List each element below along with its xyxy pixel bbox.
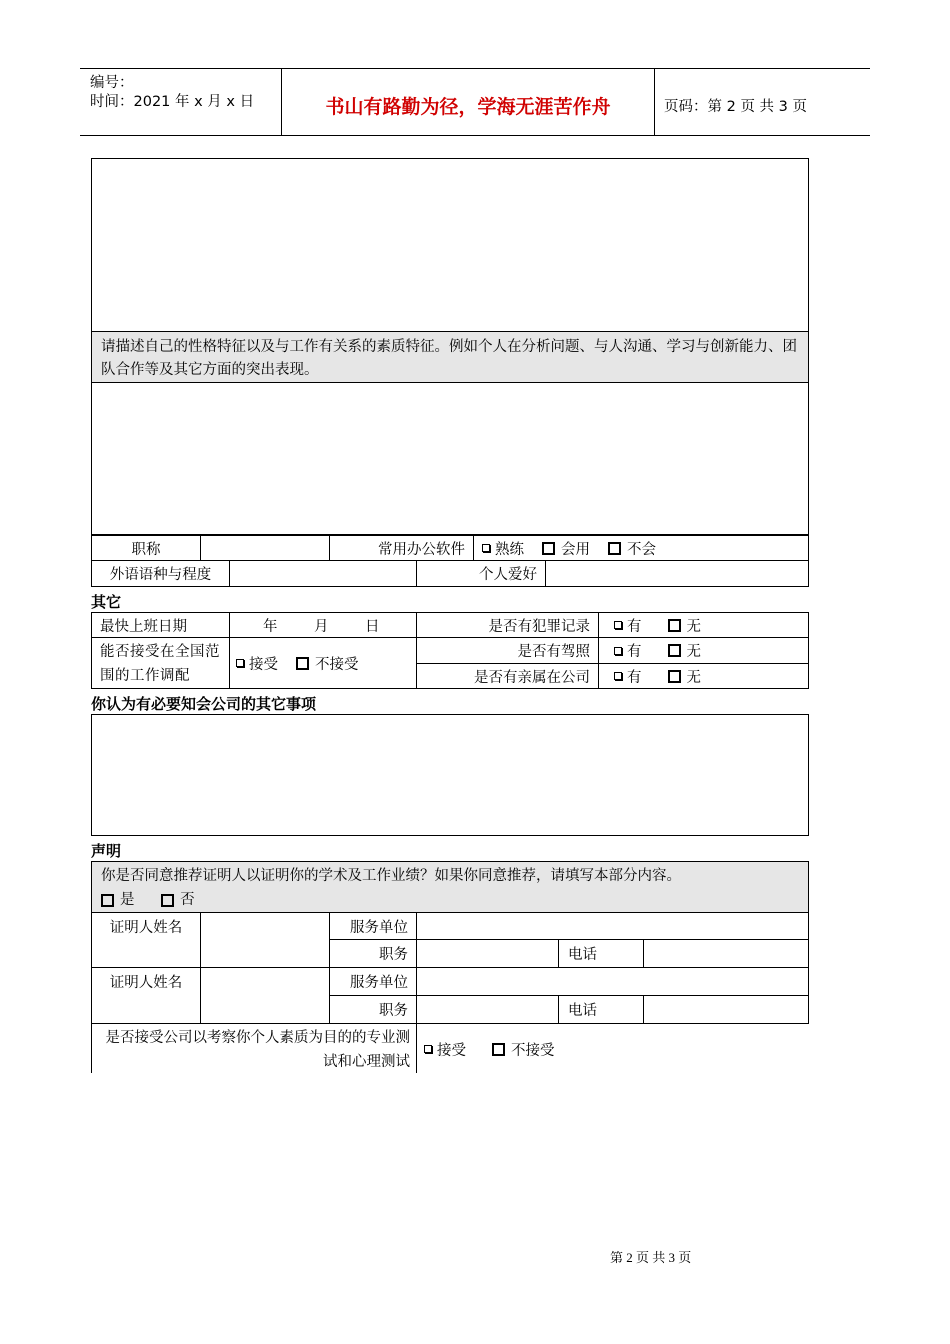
reference-2-phone-field[interactable] [644, 996, 808, 1023]
checkbox-icon [668, 644, 681, 657]
checkbox-icon [296, 657, 309, 670]
personality-prompt [91, 331, 809, 383]
test-acceptance-options [424, 1024, 808, 1074]
job-title-label [92, 536, 200, 560]
consent-option-no[interactable] [161, 888, 195, 912]
start-date-label-text: 最快上班日期 [100, 618, 187, 635]
relocation-label [100, 640, 228, 688]
option-label: 不接受 [315, 656, 359, 673]
hobby-field[interactable] [546, 561, 808, 586]
reference-1-name-label [92, 913, 200, 939]
option-label: 有 [627, 618, 642, 635]
date-month-label: 月 [314, 618, 329, 635]
criminal-option-yes[interactable] [614, 615, 642, 636]
reference-2-name-label [92, 968, 200, 995]
checkbox-icon [101, 894, 114, 907]
declaration-consent-options [101, 888, 799, 915]
reference-1-org-field[interactable] [417, 913, 808, 939]
drivers-license-label-text: 是否有驾照 [517, 644, 590, 660]
document-number-label: 编号： [90, 75, 134, 91]
reference-1-position-label [330, 940, 416, 967]
test-acceptance-label-text: 是否接受公司以考察你个人素质为目的的专业测试和心理测试 [105, 1030, 410, 1070]
test-option-accept[interactable] [424, 1039, 466, 1060]
checkbox-icon [161, 894, 174, 907]
reference-1-org-label [330, 913, 416, 939]
relocation-option-decline[interactable] [296, 653, 359, 674]
office-software-options [482, 536, 808, 560]
option-label: 不接受 [511, 1042, 555, 1059]
option-label: 接受 [249, 656, 278, 673]
test-option-decline[interactable] [492, 1039, 555, 1060]
option-label: 有 [627, 669, 642, 686]
option-label: 否 [180, 892, 195, 908]
software-option-basic[interactable] [542, 538, 590, 559]
option-label: 有 [627, 644, 642, 660]
reference-2-position-field[interactable] [417, 996, 558, 1023]
criminal-record-options [614, 613, 808, 637]
criminal-option-no[interactable] [668, 615, 702, 636]
ref-name-label-text: 证明人姓名 [109, 919, 183, 936]
start-date-field[interactable] [230, 613, 416, 637]
checkbox-icon [614, 672, 622, 680]
language-label-text: 外语语种与程度 [109, 567, 212, 583]
drivers-license-options [614, 638, 808, 663]
office-software-label [330, 536, 473, 560]
reference-1-position-field[interactable] [417, 940, 558, 967]
software-option-none[interactable] [608, 538, 656, 559]
hobby-label-text: 个人爱好 [479, 567, 537, 583]
relatives-label-text: 是否有亲属在公司 [474, 669, 590, 686]
job-title-label-text: 职称 [131, 541, 161, 558]
checkbox-icon [668, 619, 681, 632]
checkbox-icon [424, 1045, 432, 1053]
other-section-title: 其它 [91, 593, 122, 611]
declaration-question-row [91, 861, 809, 913]
checkbox-icon [236, 659, 244, 667]
language-label [92, 561, 229, 586]
criminal-record-label [417, 613, 598, 637]
notes-section-title: 你认为有必要知会公司的其它事项 [91, 695, 317, 713]
personality-prompt-text: 请描述自己的性格特征以及与工作有关系的素质特征。例如个人在分析问题、与人沟通、学习与创新能力、团队合作等及其它方面的突出表现。 [101, 339, 797, 378]
personality-answer-box[interactable] [91, 382, 809, 535]
date-year-label: 年 [263, 618, 278, 635]
ref-org-label-text: 服务单位 [350, 919, 408, 936]
ref-phone-label-text: 电话 [568, 947, 597, 963]
declaration-question: 你是否同意推荐证明人以证明你的学术及工作业绩？如果你同意推荐，请填写本部分内容。 [101, 868, 681, 884]
option-label: 无 [686, 644, 701, 660]
option-label: 接受 [437, 1042, 466, 1059]
reference-1-phone-field[interactable] [644, 940, 808, 967]
option-label: 会用 [561, 541, 590, 558]
checkbox-icon [614, 647, 622, 655]
software-option-proficient[interactable] [482, 538, 524, 559]
checkbox-icon [482, 544, 490, 552]
relocation-options [236, 638, 416, 688]
start-date-label [100, 613, 229, 637]
ref-position-label-text: 职务 [379, 947, 408, 963]
previous-answer-box[interactable] [91, 158, 809, 332]
reference-1-name-field[interactable] [201, 913, 329, 967]
checkbox-icon [668, 670, 681, 683]
relocation-label-text: 能否接受在全国范围的工作调配 [100, 644, 220, 684]
relatives-option-no[interactable] [668, 666, 702, 687]
reference-2-org-label [330, 968, 416, 995]
ref-org-label-text: 服务单位 [350, 975, 408, 991]
option-label: 无 [686, 669, 701, 686]
option-label: 熟练 [495, 541, 524, 558]
footer-page-number: 第 2 页 共 3 页 [610, 1250, 692, 1265]
option-label: 是 [120, 892, 135, 908]
ref-phone-label-text: 电话 [568, 1003, 597, 1019]
checkbox-icon [492, 1043, 505, 1056]
consent-option-yes[interactable] [101, 888, 135, 912]
relocation-option-accept[interactable] [236, 653, 278, 674]
header-motto: 书山有路勤为径，学海无涯苦作舟 [325, 96, 611, 118]
notes-answer-box[interactable] [91, 714, 809, 836]
relatives-options [614, 664, 808, 688]
checkbox-icon [542, 542, 555, 555]
option-label: 无 [686, 618, 701, 635]
checkbox-icon [614, 621, 622, 629]
header-page-number: 页码：第 2 页 共 3 页 [664, 99, 807, 115]
drivers-license-label [417, 638, 598, 663]
reference-1-phone-label [568, 940, 643, 967]
reference-2-org-field[interactable] [417, 968, 808, 995]
declaration-section-title: 声明 [91, 842, 122, 860]
checkbox-icon [608, 542, 621, 555]
reference-2-name-field[interactable] [201, 968, 329, 1023]
license-option-no[interactable] [668, 640, 702, 661]
reference-2-position-label [330, 996, 416, 1023]
reference-2-phone-label [568, 996, 643, 1023]
date-day-label: 日 [365, 618, 380, 635]
test-acceptance-label [100, 1026, 410, 1074]
relatives-option-yes[interactable] [614, 666, 642, 687]
criminal-record-label-text: 是否有犯罪记录 [488, 618, 590, 635]
office-software-label-text: 常用办公软件 [378, 541, 465, 558]
language-field[interactable] [230, 561, 416, 586]
relatives-label [417, 664, 598, 688]
ref-name-label-text: 证明人姓名 [109, 975, 183, 991]
job-title-field[interactable] [201, 536, 329, 560]
hobby-label [417, 561, 545, 586]
license-option-yes[interactable] [614, 640, 642, 661]
option-label: 不会 [627, 541, 656, 558]
document-time-label: 时间：2021 年 x 月 x 日 [90, 94, 255, 110]
ref-position-label-text: 职务 [379, 1003, 408, 1019]
